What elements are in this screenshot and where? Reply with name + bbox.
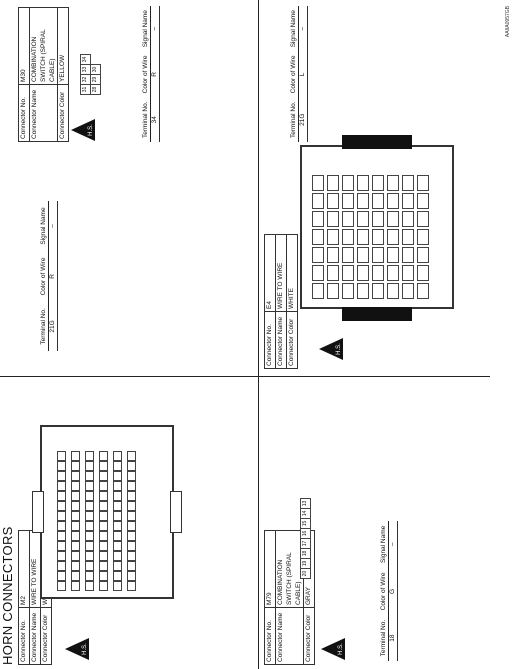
terminal-pin: [113, 531, 122, 541]
label-color-of-wire: Color of Wire: [380, 568, 389, 615]
terminal-pin: [372, 211, 384, 227]
terminal-pin: [127, 451, 136, 461]
m2-connector-no: M2: [19, 531, 30, 608]
terminal-pin: [127, 501, 136, 511]
label-color-of-wire: Color of Wire: [40, 251, 49, 302]
terminal-pin: [85, 491, 94, 501]
terminal-pin: 19: [300, 558, 311, 569]
terminal-pin: [127, 491, 136, 501]
terminal-pin: [113, 461, 122, 471]
terminal-pin: [57, 581, 66, 591]
m30-connector-name: COMBINATION SWITCH (SPIRAL CABLE): [30, 8, 58, 85]
m2-terminal-no: 21G: [49, 302, 58, 351]
terminal-table-e4: [290, 6, 308, 142]
terminal-pin: [387, 175, 399, 191]
terminal-pin: [71, 501, 80, 511]
terminal-pin: [85, 451, 94, 461]
m79-connector-name: COMBINATION SWITCH (SPIRAL CABLE): [276, 531, 304, 608]
terminal-pin: [113, 561, 122, 571]
terminal-pin: [99, 521, 108, 531]
terminal-pin: [85, 541, 94, 551]
terminal-pin: 34: [80, 54, 91, 65]
e4-left-latch: [342, 307, 412, 321]
terminal-pin: [387, 247, 399, 263]
terminal-pin: [387, 265, 399, 281]
label-terminal-no: Terminal No.: [380, 615, 389, 661]
terminal-pin: 14: [300, 508, 311, 519]
terminal-pin: [372, 247, 384, 263]
m79-connector-no: M79: [265, 531, 276, 608]
svg-text:H.S.: H.S.: [338, 643, 344, 655]
terminal-pin: [127, 561, 136, 571]
terminal-pin: 33: [80, 64, 91, 75]
terminal-pin: [113, 551, 122, 561]
terminal-pin: [402, 175, 414, 191]
terminal-pin: [85, 581, 94, 591]
e4-connector-no: E4: [265, 235, 276, 312]
terminal-pin: [57, 571, 66, 581]
label-connector-color: Connector Color: [287, 312, 298, 369]
terminal-pin: [99, 541, 108, 551]
hs-icon: [320, 637, 346, 661]
terminal-pin: [85, 501, 94, 511]
terminal-pin: [357, 283, 369, 299]
terminal-pin: [417, 247, 429, 263]
page-divider-vertical: [0, 376, 490, 377]
terminal-pin: [71, 551, 80, 561]
label-signal-name: Signal Name: [290, 6, 299, 51]
label-signal-name: Signal Name: [380, 521, 389, 568]
terminal-pin: [327, 175, 339, 191]
e4-pin-grid: [312, 159, 442, 299]
terminal-pin: [372, 229, 384, 245]
terminal-pin: [113, 521, 122, 531]
label-connector-no: Connector No.: [265, 312, 276, 369]
terminal-pin: [387, 193, 399, 209]
terminal-pin: [357, 265, 369, 281]
terminal-pin: [387, 211, 399, 227]
terminal-pin: [372, 175, 384, 191]
terminal-pin: [71, 461, 80, 471]
terminal-pin: [71, 581, 80, 591]
terminal-pin: [402, 265, 414, 281]
e4-terminal-signal: –: [299, 6, 308, 51]
terminal-pin: [312, 175, 324, 191]
label-color-of-wire: Color of Wire: [290, 51, 299, 97]
terminal-pin: [57, 501, 66, 511]
m2-connector-housing: [40, 425, 174, 599]
label-color-of-wire: Color of Wire: [142, 51, 151, 97]
terminal-pin: [342, 211, 354, 227]
m2-terminal-wire: R: [49, 251, 58, 302]
terminal-pin: [113, 451, 122, 461]
terminal-pin: [71, 541, 80, 551]
terminal-pin: [342, 229, 354, 245]
terminal-pin: [57, 491, 66, 501]
terminal-pin: [113, 511, 122, 521]
m79-terminal-signal: –: [389, 521, 398, 568]
terminal-pin: [127, 521, 136, 531]
e4-connector-color: WHITE: [287, 235, 298, 312]
label-terminal-no: Terminal No.: [290, 97, 299, 142]
terminal-pin: [417, 265, 429, 281]
terminal-pin: [312, 247, 324, 263]
svg-text:H.S.: H.S.: [336, 343, 342, 355]
m2-connector-name: WIRE TO WIRE: [30, 531, 41, 608]
terminal-pin: [387, 229, 399, 245]
hs-icon: [64, 637, 90, 661]
terminal-pin: [127, 581, 136, 591]
terminal-pin: [402, 229, 414, 245]
terminal-pin: 31: [80, 84, 91, 95]
m30-connector-color: YELLOW: [58, 8, 69, 85]
terminal-pin: [85, 571, 94, 581]
terminal-pin: 18: [300, 548, 311, 559]
label-terminal-no: Terminal No.: [40, 302, 49, 351]
terminal-pin: [342, 283, 354, 299]
terminal-pin: [342, 247, 354, 263]
terminal-pin: [57, 511, 66, 521]
m30-terminal-no: 34: [151, 97, 160, 142]
terminal-pin: [57, 471, 66, 481]
terminal-pin: [402, 193, 414, 209]
terminal-pin: [99, 481, 108, 491]
terminal-pin: [85, 521, 94, 531]
terminal-pin: 29: [90, 74, 101, 85]
terminal-pin: [417, 283, 429, 299]
terminal-pin: [85, 561, 94, 571]
terminal-pin: [113, 581, 122, 591]
svg-text:H.S.: H.S.: [82, 643, 88, 655]
figure-id: AAIIA0957GB: [505, 6, 511, 38]
terminal-pin: [85, 511, 94, 521]
terminal-pin: [127, 481, 136, 491]
terminal-pin: 13: [300, 498, 311, 509]
terminal-pin: [99, 491, 108, 501]
terminal-pin: 15: [300, 518, 311, 529]
m79-pin-row: [300, 489, 312, 579]
terminal-pin: [71, 571, 80, 581]
label-connector-name: Connector Name: [276, 608, 304, 665]
terminal-pin: [327, 229, 339, 245]
label-connector-color: Connector Color: [41, 608, 52, 665]
terminal-pin: [357, 229, 369, 245]
terminal-pin: [57, 541, 66, 551]
e4-terminal-wire: L: [299, 51, 308, 97]
terminal-pin: [417, 175, 429, 191]
terminal-pin: [127, 571, 136, 581]
page-title: HORN CONNECTORS: [0, 526, 15, 665]
terminal-pin: [327, 193, 339, 209]
terminal-pin: [327, 265, 339, 281]
terminal-pin: [127, 471, 136, 481]
terminal-pin: [71, 561, 80, 571]
terminal-pin: [113, 541, 122, 551]
terminal-pin: [402, 283, 414, 299]
terminal-pin: [417, 211, 429, 227]
terminal-pin: [312, 193, 324, 209]
terminal-pin: [99, 461, 108, 471]
terminal-pin: 17: [300, 538, 311, 549]
m79-terminal-wire: G: [389, 568, 398, 615]
terminal-pin: [99, 581, 108, 591]
e4-terminal-no: 21G: [299, 97, 308, 142]
terminal-pin: [127, 531, 136, 541]
terminal-table-m2: [40, 201, 58, 351]
terminal-pin: [417, 193, 429, 209]
terminal-pin: [312, 229, 324, 245]
terminal-pin: [357, 211, 369, 227]
terminal-pin: [372, 265, 384, 281]
terminal-pin: [327, 211, 339, 227]
terminal-pin: [71, 481, 80, 491]
terminal-pin: 32: [80, 74, 91, 85]
terminal-pin: [113, 471, 122, 481]
label-connector-name: Connector Name: [30, 608, 41, 665]
label-terminal-no: Terminal No.: [142, 97, 151, 142]
m2-terminal-signal: –: [49, 201, 58, 251]
terminal-pin: [71, 491, 80, 501]
terminal-pin: [99, 531, 108, 541]
terminal-pin: [402, 211, 414, 227]
terminal-pin: 28: [90, 84, 101, 95]
terminal-pin: 16: [300, 528, 311, 539]
terminal-pin: [85, 481, 94, 491]
terminal-pin: [357, 247, 369, 263]
terminal-pin: [71, 531, 80, 541]
terminal-pin: [417, 229, 429, 245]
terminal-pin: [57, 521, 66, 531]
terminal-pin: [57, 451, 66, 461]
terminal-pin: [85, 461, 94, 471]
terminal-pin: [85, 471, 94, 481]
label-connector-color: Connector Color: [304, 608, 315, 665]
label-connector-no: Connector No.: [265, 608, 276, 665]
terminal-pin: [99, 451, 108, 461]
terminal-pin: [402, 247, 414, 263]
terminal-pin: [127, 461, 136, 471]
label-connector-color: Connector Color: [58, 85, 69, 142]
e4-right-latch: [342, 135, 412, 149]
terminal-pin: [99, 511, 108, 521]
terminal-pin: [327, 283, 339, 299]
m2-pin-grid: [57, 441, 157, 591]
svg-text:H.S.: H.S.: [88, 124, 94, 136]
terminal-pin: [342, 193, 354, 209]
terminal-pin: [357, 175, 369, 191]
m79-terminal-no: 18: [389, 615, 398, 661]
terminal-pin: [113, 571, 122, 581]
terminal-pin: [113, 491, 122, 501]
terminal-pin: [57, 461, 66, 471]
terminal-pin: [327, 247, 339, 263]
terminal-pin: [127, 511, 136, 521]
m30-pin-block: [80, 56, 110, 95]
terminal-pin: [71, 471, 80, 481]
label-signal-name: Signal Name: [142, 6, 151, 51]
terminal-pin: [71, 521, 80, 531]
m79-connector-color: GRAY: [304, 531, 315, 608]
terminal-pin: [127, 541, 136, 551]
terminal-pin: [357, 193, 369, 209]
terminal-pin: [312, 283, 324, 299]
terminal-pin: [71, 511, 80, 521]
connector-info-m30: [18, 7, 69, 142]
terminal-table-m79: [380, 521, 398, 661]
terminal-pin: [342, 265, 354, 281]
label-connector-name: Connector Name: [276, 312, 287, 369]
terminal-pin: [85, 551, 94, 561]
terminal-pin: [127, 551, 136, 561]
label-connector-no: Connector No.: [19, 85, 30, 142]
m30-terminal-wire: R: [151, 51, 160, 97]
terminal-table-m30: [142, 6, 160, 142]
label-signal-name: Signal Name: [40, 201, 49, 251]
terminal-pin: [85, 531, 94, 541]
m30-terminal-signal: –: [151, 6, 160, 51]
terminal-pin: [57, 481, 66, 491]
terminal-pin: [372, 283, 384, 299]
terminal-pin: [99, 561, 108, 571]
label-connector-name: Connector Name: [30, 85, 58, 142]
terminal-pin: [113, 501, 122, 511]
terminal-pin: [71, 451, 80, 461]
terminal-pin: [57, 551, 66, 561]
connector-info-e4: [264, 234, 298, 369]
terminal-pin: [342, 175, 354, 191]
m2-connector-latch-bottom: [170, 491, 182, 533]
terminal-pin: 30: [90, 64, 101, 75]
terminal-pin: [312, 265, 324, 281]
terminal-pin: [99, 571, 108, 581]
e4-connector-name: WIRE TO WIRE: [276, 235, 287, 312]
terminal-pin: [57, 531, 66, 541]
terminal-pin: [57, 561, 66, 571]
terminal-pin: [99, 551, 108, 561]
e4-connector-housing: [300, 145, 454, 309]
hs-icon: [70, 118, 96, 142]
terminal-pin: [99, 501, 108, 511]
page-divider-horizontal: [258, 0, 259, 669]
terminal-pin: [372, 193, 384, 209]
m2-connector-latch: [32, 491, 44, 533]
terminal-pin: [113, 481, 122, 491]
terminal-pin: [99, 471, 108, 481]
terminal-pin: [312, 211, 324, 227]
label-connector-no: Connector No.: [19, 608, 30, 665]
terminal-pin: 20: [300, 568, 311, 579]
m30-connector-no: M30: [19, 8, 30, 85]
terminal-pin: [387, 283, 399, 299]
hs-icon: [318, 337, 344, 361]
